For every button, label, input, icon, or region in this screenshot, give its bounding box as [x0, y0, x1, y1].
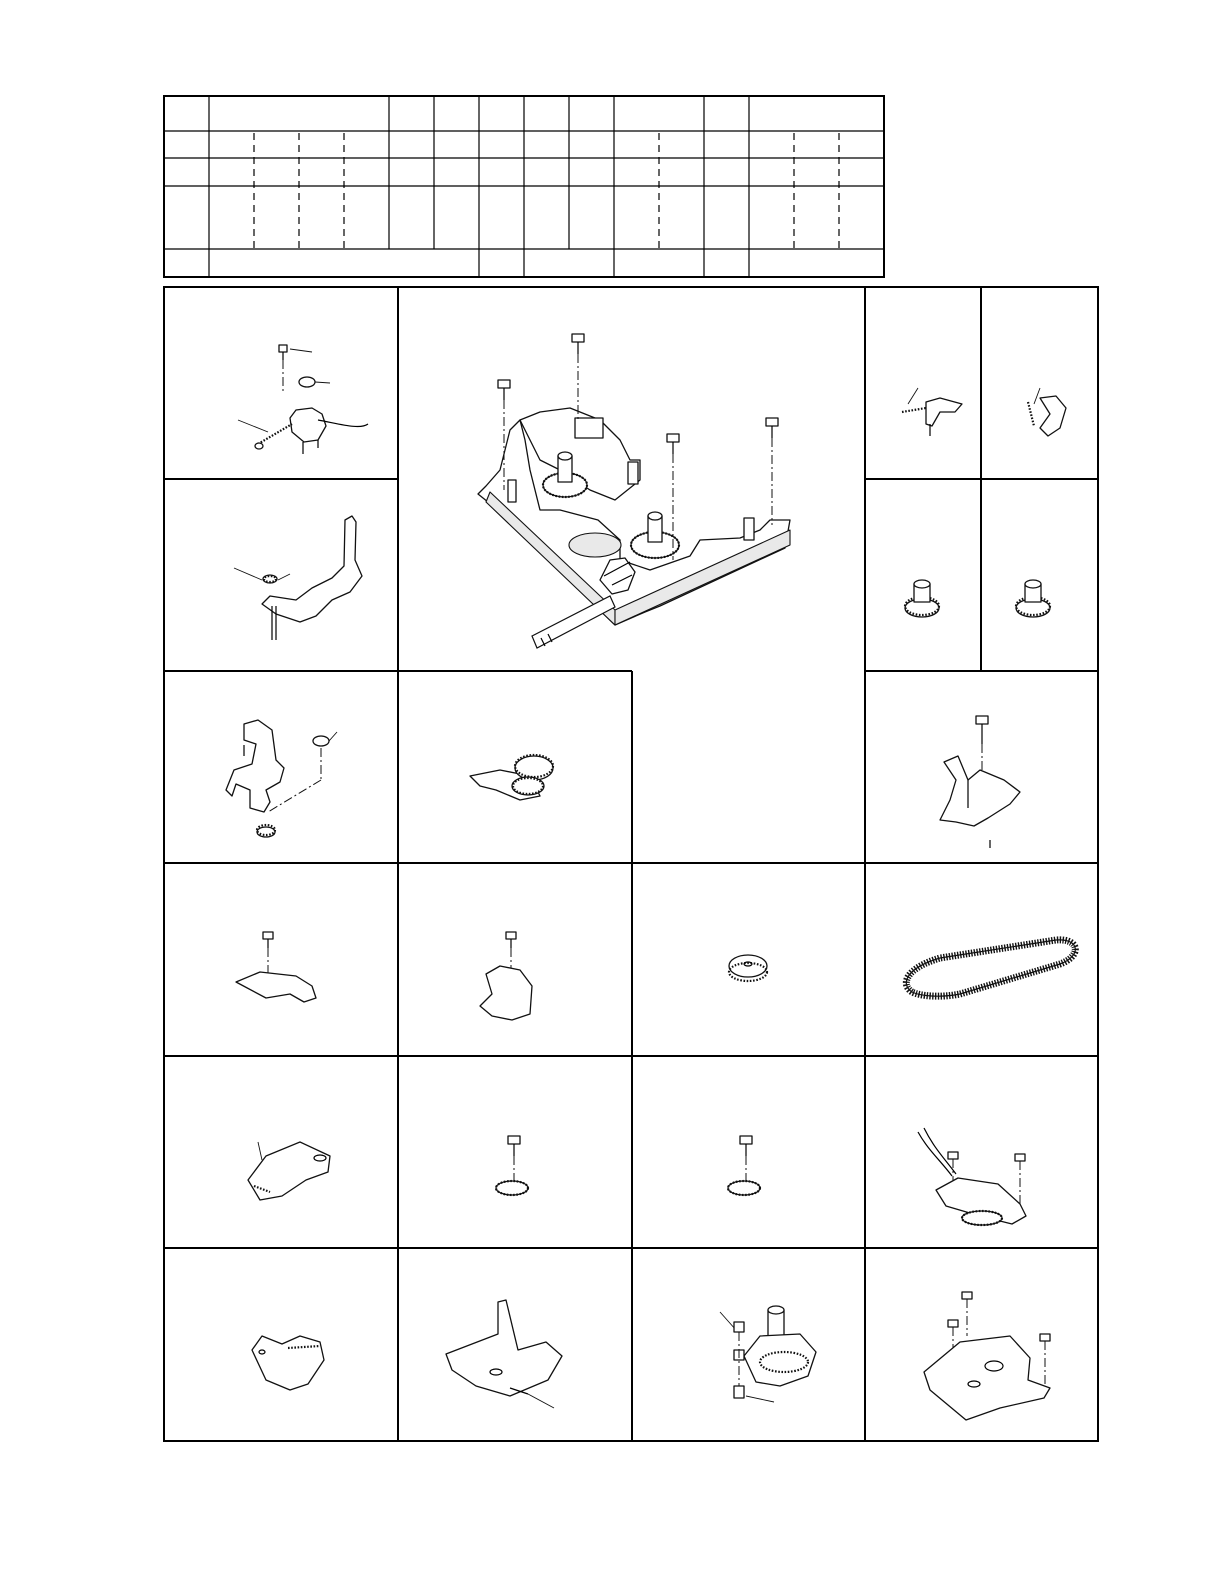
pulley-icon [496, 1136, 528, 1195]
motor-icon [918, 1128, 1026, 1225]
bracket-icon [446, 1300, 562, 1408]
arm-spring-icon [902, 388, 962, 436]
arm-spring-icon [1028, 388, 1066, 436]
reel-gear-icon [1016, 580, 1050, 617]
holder-icon [940, 716, 1020, 848]
lever-arm-icon [234, 516, 362, 640]
lever-icon [236, 932, 316, 1002]
lever-icon [226, 720, 337, 837]
belt-icon [906, 940, 1075, 996]
cam-plate-icon [248, 1142, 330, 1200]
gear-bracket-icon [470, 755, 553, 800]
mechanism-chassis-icon [478, 334, 790, 648]
gear-icon [729, 955, 767, 981]
reel-gear-icon [905, 580, 939, 617]
screw-spring-lever-icon [238, 345, 368, 454]
sector-gear-icon [252, 1336, 324, 1390]
base-plate-icon [924, 1292, 1050, 1420]
capstan-icon [720, 1306, 816, 1402]
bracket-icon [480, 932, 532, 1020]
pulley-icon [728, 1136, 760, 1195]
